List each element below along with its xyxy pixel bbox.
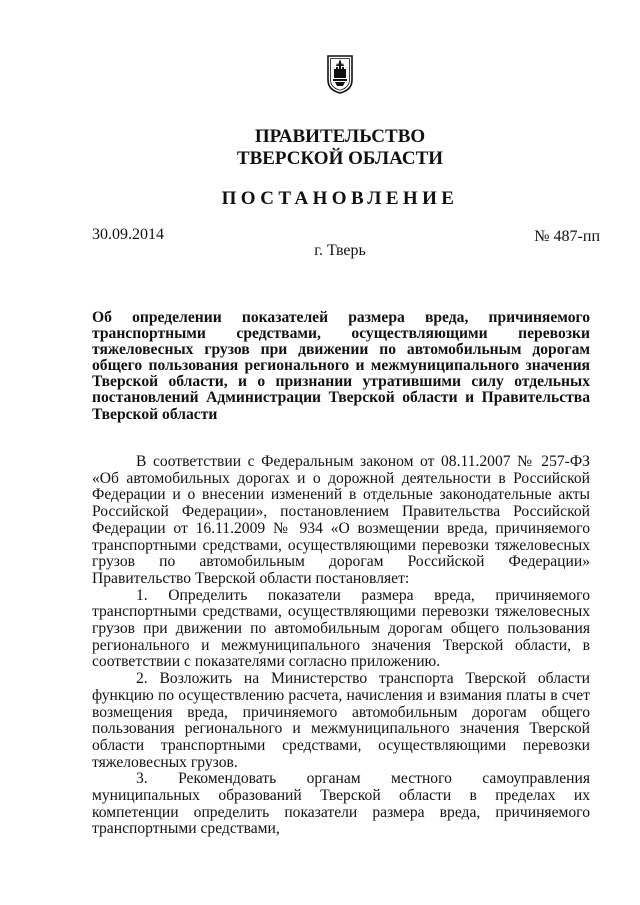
- document-type: ПОСТАНОВЛЕНИЕ: [221, 188, 459, 209]
- document-date: 30.09.2014: [92, 226, 164, 243]
- document-city: г. Тверь: [314, 242, 366, 259]
- org-line-2: ТВЕРСКОЙ ОБЛАСТИ: [236, 148, 444, 169]
- document-title: Об определении показателей размера вреда, причиняемого транспортными средствами, осуществляющими перевозки тяжеловесных грузов при движении по автомобильным дорогам общего пользования регионального и межмуниципального значения Тверской области, и о признании утратившими силу отдельных постановлений Администрации Тверской области и Правительства Тверской области: [92, 309, 590, 423]
- document-number: № 487-пп: [534, 228, 600, 245]
- paragraph-item-3: 3. Рекомендовать органам местного самоуправления муниципальных образований Тверской области в пределах их компетенции определить показатели размера вреда, причиняемого транспортными средствами,: [92, 770, 590, 838]
- paragraph-preamble: В соответствии с Федеральным законом от 08.11.2007 № 257-ФЗ «Об автомобильных дорогах и о дорожной деятельности в Российской Федерации и о внесении изменений в отдельные законодательные акты Российской Федерации», постановлением Правительства Российской Федерации от 16.11.2009 № 934 «О возмещении вреда, причиняемого транспортными средствами, осуществляющими перевозки тяжеловесных грузов по автомобильным дорогам Российской Федерации» Правительство Тверской области постановляет:: [92, 453, 590, 587]
- coat-of-arms-icon: [326, 54, 354, 94]
- paragraph-item-2: 2. Возложить на Министерство транспорта Тверской области функцию по осуществлению расчета, начисления и взимания платы в счет возмещения вреда, причиняемого автомобильным дорогам общего пользования регионального и межмуниципального значения Тверской области транспортными средствами, осуществляющими перевозки тяжеловесных грузов.: [92, 670, 590, 771]
- organization-name: [0, 126, 640, 170]
- document-body: [92, 454, 590, 838]
- paragraph-item-1: 1. Определить показатели размера вреда, причиняемого транспортными средствами, осуществляющими перевозки тяжеловесных грузов при движении по автомобильным дорогам общего пользования регионального и межмуниципального значения Тверской области, в соответствии с показателями согласно приложению.: [92, 586, 590, 671]
- org-line-1: ПРАВИТЕЛЬСТВО: [254, 126, 426, 147]
